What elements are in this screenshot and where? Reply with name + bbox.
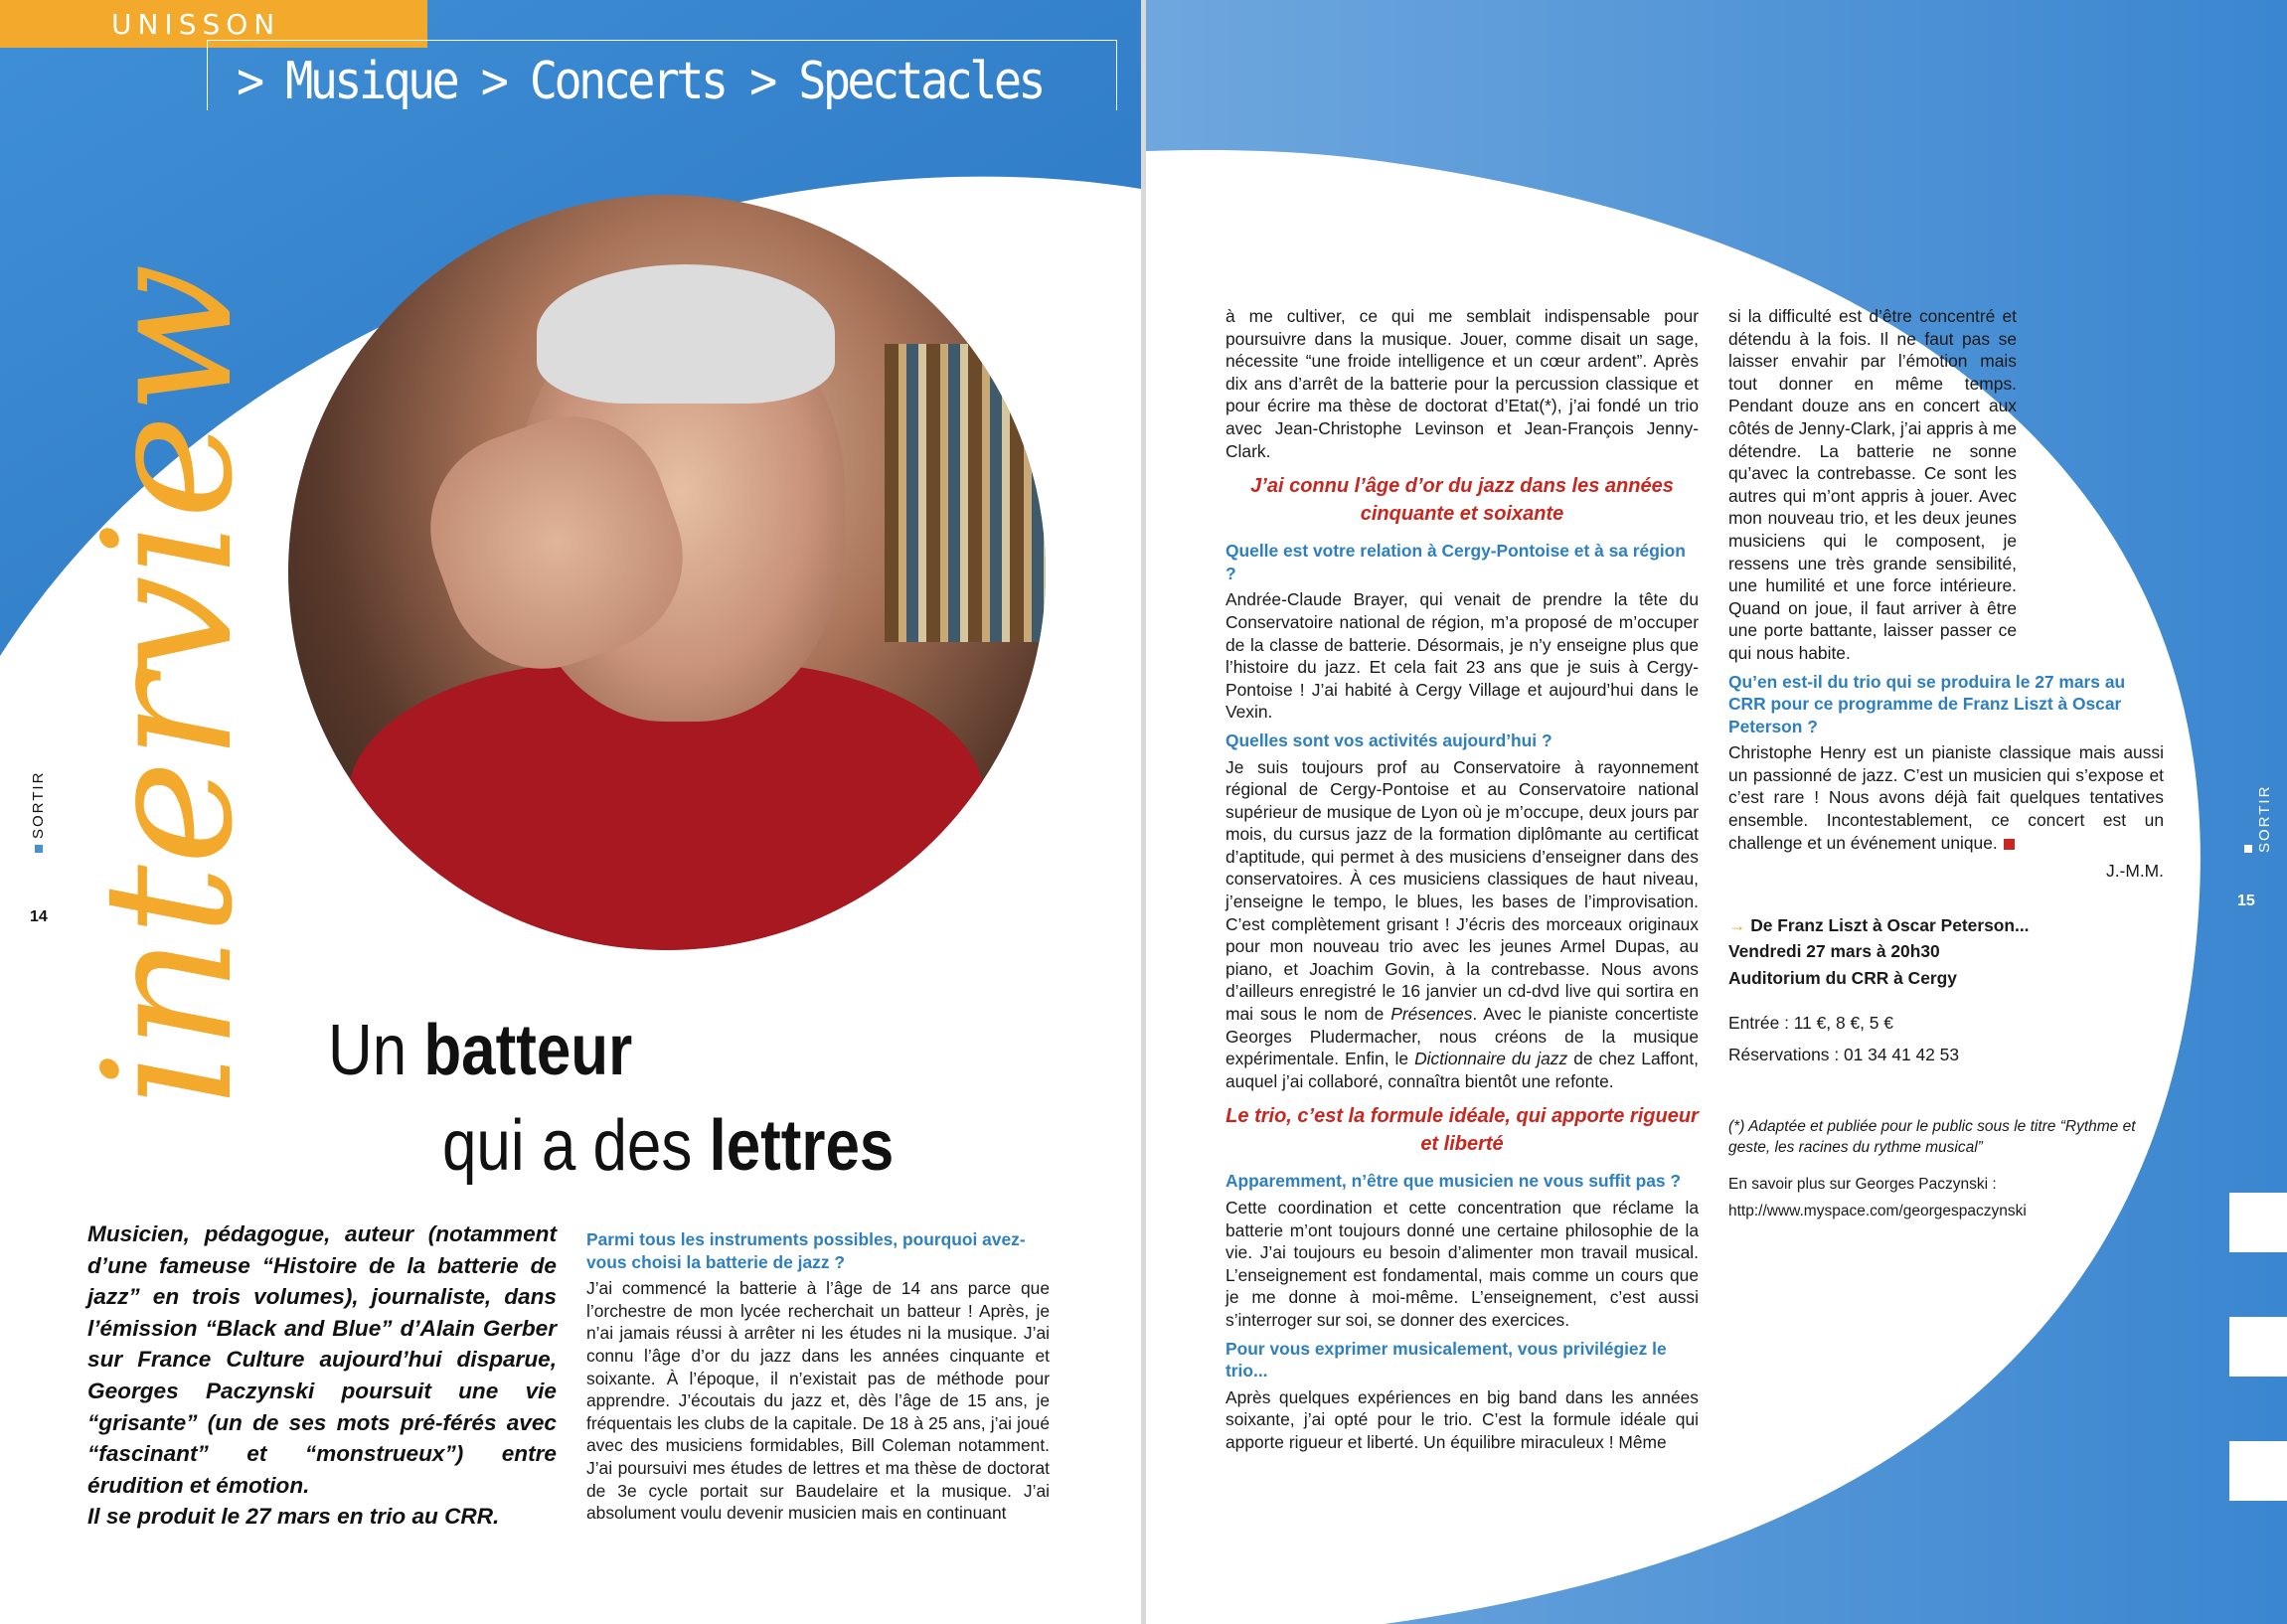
edge-square xyxy=(2229,1441,2287,1501)
right-article-column-2 xyxy=(1728,305,2164,1227)
interview-heading: interview xyxy=(66,262,271,1107)
question: Parmi tous les instruments possibles, pourquoi avez-vous choisi la batterie de jazz ? xyxy=(586,1229,1026,1272)
hair-image xyxy=(537,264,835,404)
event-title: → De Franz Liszt à Oscar Peterson... xyxy=(1728,914,2030,935)
answer: Je suis toujours prof au Conservatoire à rayonnement régional de Cergy-Pontoise et au Conservatoire national supérieur de musique de Lyon où je m’occupe, deux jours par mois, du cursus jazz de la formation diplômante au certificat d’aptitude, qui permet à des musiciens d’enseigner dans des conservatoires. À ces musiciens classiques de haut niveau, j’enseigne le tempo, le blues, les bases de l’improvisation. C’est complètement grisant ! J’écris des morceaux originaux pour mon nouveau trio avec les jeunes Armel Dupas, au piano, et Joachim Govin, à la contrebasse. Nous avons d’ailleurs enregistré le 16 janvier un cd-dvd live qui sortira en mai sous le nom de Présences. Avec le pianiste concertiste Georges Pludermacher, nous créons de la musique expérimentale. Enfin, le Dictionnaire du jazz de chez Laffont, auquel j’ai collaboré, connaîtra bientôt une refonte. xyxy=(1225,756,1700,1091)
article-title-line2: qui a des lettres xyxy=(442,1106,895,1186)
answer: Andrée-Claude Brayer, qui venait de prendre la tête du Conservatoire national de région, m’a proposé de m’occuper de la classe de batterie. Désormais, je n’y enseigne plus que l’histoire du jazz. Et cela fait 23 ans que je suis à Cergy-Pontoise ! J’ai habité à Cergy Village et aujourd’hui dans le Vexin. xyxy=(1225,589,1699,723)
question: Apparemment, n’être que musicien ne vous suffit pas ? xyxy=(1225,1171,1682,1192)
question: Pour vous exprimer musicalement, vous privilégiez le trio... xyxy=(1225,1338,1667,1381)
answer: Cette coordination et cette concentration que réclame la batterie m’ont toujours donné une certaine philosophie de la vie. J’ai toujours eu besoin d’alimenter mon travail musical. L’enseignement est fondamental, mais comme un cours que je me donne à moi-même. L’enseignement, c’est aussi s’interroger sur soi, se donner des exercices. xyxy=(1225,1198,1699,1330)
intro-paragraph: Musicien, pédagogue, auteur (notamment d’une fameuse “Histoire de la batterie de jazz” en trois volumes), journaliste, dans l’émission “Black and Blue” d’Alain Gerber sur France Culture aujourd’hui disparue, Georges Paczynski poursuit une vie “grisante” (un de ses mots pré-férés avec “fascinant” et “monstrueux”) entre érudition et émotion. Il se produit le 27 mars en trio au CRR. xyxy=(87,1221,557,1530)
arrow-right-icon: → xyxy=(1728,914,1746,935)
portrait-photo xyxy=(288,195,1046,950)
answer: Christophe Henry est un pianiste classique mais aussi un passionné de jazz. C’est un musicien qui s’expose et c’est rare ! Nous avons déjà fait quelques tentatives ensemble. Incontestablement, ce concert est un challenge et un événement unique. xyxy=(1728,742,2164,853)
margin-label-right: SORTIR xyxy=(2239,785,2273,853)
pull-quote: Le trio, c’est la formule idéale, qui apporte rigueur et liberté xyxy=(1225,1105,1699,1156)
event-booking: Réservations : 01 34 41 42 53 xyxy=(1728,1045,1960,1065)
event-date: Vendredi 27 mars à 20h30 xyxy=(1728,941,1940,962)
edge-square xyxy=(2229,1317,2287,1377)
left-page xyxy=(0,0,1141,1624)
edge-square xyxy=(2229,1193,2287,1252)
question: Qu’en est-il du trio qui se produira le 27 mars au CRR pour ce programme de Franz Liszt à Oscar Peterson ? xyxy=(1728,671,2126,736)
event-venue: Auditorium du CRR à Cergy xyxy=(1728,968,1957,989)
page-number-left: 14 xyxy=(30,908,48,925)
answer: J’ai commencé la batterie à l’âge de 14 ans parce que l’orchestre de mon lycée recherchait un batteur ! Après, je n’ai jamais réussi à arrêter ni les études ni la musique. J’ai connu l’âge d’or du jazz dans les années cinquante et soixante. À l’époque, il n’existait pas de méthode pour apprendre. J’écoutais du jazz et, dès l’âge de 15 ans, je fréquentais les clubs de la capitale. De 18 à 25 ans, j’ai joué avec des musiciens formidables, Bill Coleman notamment. J’ai poursuivi mes études de lettres et ma thèse de doctorat de 3e cycle portait sur Baudelaire et la musique. J’ai absolument voulu devenir musicien mais en continuant xyxy=(586,1278,1050,1524)
right-page xyxy=(1146,0,2287,1624)
margin-label-left: SORTIR xyxy=(30,771,47,853)
square-bullet-icon xyxy=(35,845,43,853)
event-price: Entrée : 11 €, 8 €, 5 € xyxy=(1728,1012,1893,1033)
author-signature: J.-M.M. xyxy=(2106,861,2164,882)
question: Quelles sont vos activités aujourd’hui ? xyxy=(1225,730,1552,750)
end-mark-icon xyxy=(2004,839,2015,850)
more-info-label: En savoir plus sur Georges Paczynski : xyxy=(1728,1175,1997,1193)
more-info-url[interactable]: http://www.myspace.com/georgespaczynski xyxy=(1728,1202,2027,1219)
bookshelf-image xyxy=(885,344,1046,642)
left-article-column xyxy=(586,1222,1050,1531)
square-bullet-icon xyxy=(2244,845,2252,853)
breadcrumb: > Musique > Concerts > Spectacles xyxy=(237,52,1044,111)
answer: Après quelques expériences en big band dans les années soixante, j’ai opté pour le trio. C’est la formule idéale qui apporte rigueur et liberté. Un équilibre miraculeux ! Même xyxy=(1225,1386,1699,1452)
article-title-line1: Un batteur xyxy=(328,1011,633,1090)
question: Quelle est votre relation à Cergy-Pontoise et à sa région ? xyxy=(1225,541,1686,583)
answer: à me cultiver, ce qui me semblait indispensable pour poursuivre dans la musique. Jouer, comme disait un sage, nécessite “une froide intelligence et un cœur ardent”. Après dix ans d’arrêt de la batterie pour la percussion classique et pour écrire ma thèse de doctorat d’Etat(*), j’ai fondé un trio avec Jean-Christophe Levinson et Jean-François Jenny-Clark. xyxy=(1225,306,1699,461)
right-article-column-1 xyxy=(1225,305,1699,1460)
section-tag-label: UNISSON xyxy=(111,8,281,41)
footnote: (*) Adaptée et publiée pour le public sous le titre “Rythme et geste, les racines du rythme musical” xyxy=(1728,1117,2136,1156)
page-number-right: 15 xyxy=(2237,893,2255,909)
answer: si la difficulté est d’être concentré et détendu à la fois. Il ne faut pas se laisser envahir par l’émotion mais tout donner en même temps. Pendant douze ans en concert aux côtés de Jenny-Clark, j’ai appris à me détendre. La batterie ne sonne qu’avec la contrebasse. Ce sont les autres qui m’ont appris à jouer. Avec mon nouveau trio, et les deux jeunes musiciens qui le composent, je ressens une très grande sensibilité, une humilité et une force intérieure. Quand on joue, il faut arriver à être une porte battante, laisser passer ce qui nous habite. xyxy=(1728,306,2017,663)
pull-quote: J’ai connu l’âge d’or du jazz dans les années cinquante et soixante xyxy=(1250,475,1674,526)
